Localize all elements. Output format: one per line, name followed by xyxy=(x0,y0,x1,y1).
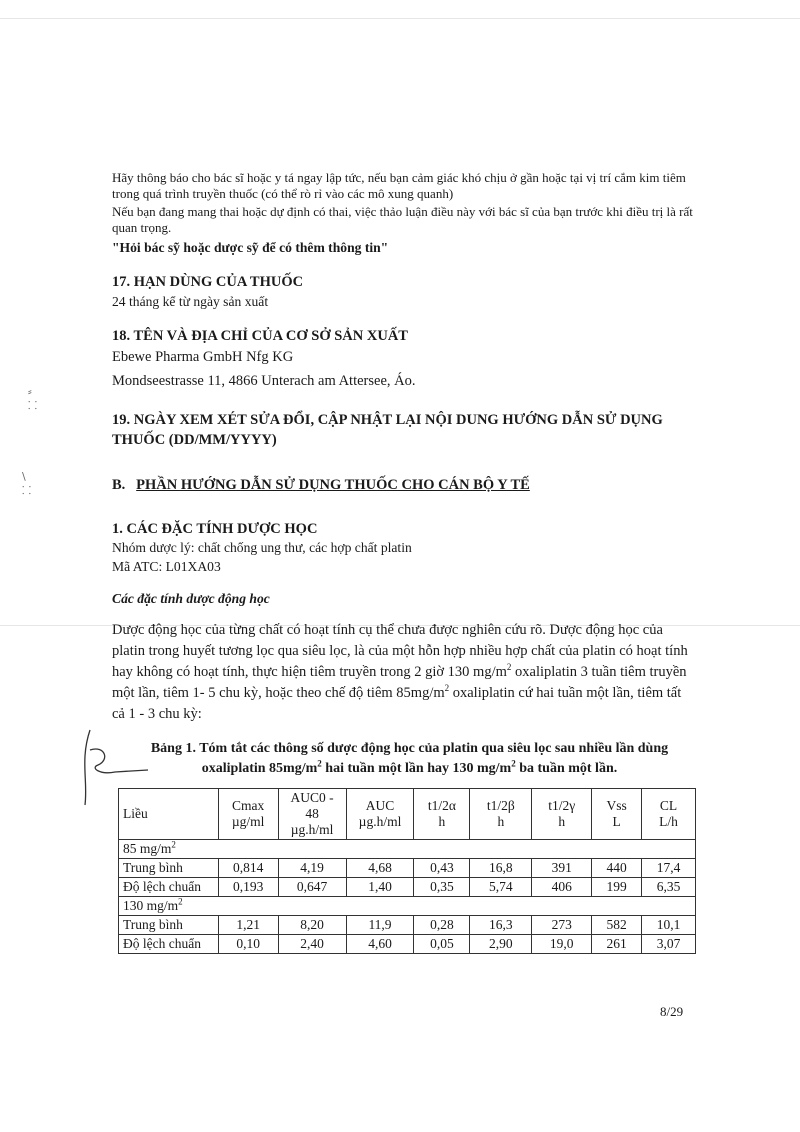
margin-mark: \ ⸬ xyxy=(22,470,32,497)
table-header-cell xyxy=(414,789,470,840)
intro-paragraph-1: Hãy thông báo cho bác sĩ hoặc y tá ngay lập tức, nếu bạn cảm giác khó chịu ở gần hoặc tại vị trí cắm kim tiêm trong quá trình truyền thuốc (có thể rò rỉ vào các mô xung quanh) xyxy=(112,170,686,201)
table-cell: 2,90 xyxy=(470,935,532,954)
header-unit: h xyxy=(558,814,566,829)
table-cell: 16,3 xyxy=(470,916,532,935)
table-cell: 16,8 xyxy=(470,859,532,878)
table-row xyxy=(119,859,696,878)
superscript: 2 xyxy=(444,683,450,694)
header-label: Vss xyxy=(606,798,627,813)
table-row xyxy=(119,916,696,935)
table-header-cell xyxy=(470,789,532,840)
table-cell: 582 xyxy=(592,916,642,935)
section-18-heading: 18. TÊN VÀ ĐỊA CHỈ CỦA CƠ SỞ SẢN XUẤT xyxy=(112,328,408,344)
pharmacokinetic-table xyxy=(118,788,696,954)
header-unit: µg.h/ml xyxy=(358,814,402,829)
header-unit: µg/ml xyxy=(231,814,265,829)
table-cell: 0,35 xyxy=(414,878,470,897)
group-label: 130 mg/m xyxy=(123,898,179,913)
table-header-cell xyxy=(218,789,278,840)
header-label: t1/2α xyxy=(427,798,456,813)
superscript: 2 xyxy=(178,896,183,907)
table-cell: 199 xyxy=(592,878,642,897)
row-label: Độ lệch chuẩn xyxy=(119,935,219,954)
table-header-cell xyxy=(119,789,219,840)
scan-artifact-line xyxy=(0,18,800,19)
table-cell: 0,10 xyxy=(218,935,278,954)
header-unit: L xyxy=(612,814,621,829)
header-unit: L/h xyxy=(659,814,678,829)
manufacturer-name: Ebewe Pharma GmbH Nfg KG xyxy=(112,349,294,365)
table-cell: 0,05 xyxy=(414,935,470,954)
pharmacokinetics-subheading: Các đặc tính dược động học xyxy=(112,591,270,606)
table-group-row xyxy=(119,897,696,916)
superscript: 2 xyxy=(171,839,176,850)
header-unit: µg.h/ml xyxy=(290,822,334,837)
section-17-text: 24 tháng kể từ ngày sản xuất xyxy=(112,294,269,309)
table-cell: 0,647 xyxy=(278,878,346,897)
page-number: 8/29 xyxy=(660,1004,684,1019)
header-label: t1/2β xyxy=(486,798,515,813)
header-label: Cmax xyxy=(232,798,265,813)
header-label: CL xyxy=(659,798,678,813)
table-cell: 0,43 xyxy=(414,859,470,878)
header-unit: h xyxy=(438,814,446,829)
caption-text-part: Bảng 1. Tóm tắt các thông số dược động học của platin qua siêu lọc sau nhiều lần dùng oxaliplatin 85mg/m xyxy=(150,741,669,776)
table-cell: 17,4 xyxy=(642,859,696,878)
table-cell: 8,20 xyxy=(278,916,346,935)
row-label: Độ lệch chuẩn xyxy=(119,878,219,897)
table-cell: 5,74 xyxy=(470,878,532,897)
header-label: Liều xyxy=(123,806,148,821)
table-cell: 406 xyxy=(532,878,592,897)
table-cell: 4,19 xyxy=(278,859,346,878)
table-header-cell xyxy=(278,789,346,840)
table-cell: 6,35 xyxy=(642,878,696,897)
table-cell: 2,40 xyxy=(278,935,346,954)
table-cell: 261 xyxy=(592,935,642,954)
atc-code: Mã ATC: L01XA03 xyxy=(112,559,221,574)
body-text-part: oxaliplatin cứ hai tuần một lần, tiêm tất cả 1 - 3 chu kỳ: xyxy=(112,685,682,722)
table-cell: 4,68 xyxy=(346,859,414,878)
section-19-heading: 19. NGÀY XEM XÉT SỬA ĐỔI, CẬP NHẬT LẠI NỘI DUNG HƯỚNG DẪN SỬ DỤNG THUỐC (DD/MM/YYYY) xyxy=(112,412,663,448)
table-cell: 0,814 xyxy=(218,859,278,878)
table-header-cell xyxy=(642,789,696,840)
row-label: Trung bình xyxy=(119,859,219,878)
table-group-row xyxy=(119,840,696,859)
intro-emphasis: "Hỏi bác sỹ hoặc dược sỹ để có thêm thông tin" xyxy=(112,240,389,255)
margin-mark: ⸗ ⸬ xyxy=(28,385,38,412)
table-cell: 1,21 xyxy=(218,916,278,935)
table-row xyxy=(119,935,696,954)
table-cell: 391 xyxy=(532,859,592,878)
header-label: AUC xyxy=(365,798,395,813)
table-header-cell xyxy=(346,789,414,840)
table-cell: 440 xyxy=(592,859,642,878)
table-header-cell xyxy=(532,789,592,840)
table-cell: 3,07 xyxy=(642,935,696,954)
section-1-heading: 1. CÁC ĐẶC TÍNH DƯỢC HỌC xyxy=(112,521,318,537)
superscript: 2 xyxy=(317,758,322,769)
table-cell: 0,193 xyxy=(218,878,278,897)
body-text-part: Dược động học của từng chất có hoạt tính cụ thể chưa được nghiên cứu rõ. Dược động học của platin trong huyết tương lọc qua siêu lọc, là của một hỗn hợp nhiều hợp chất của platin có hoạt tính hay không có hoạt tính, thực hiện tiêm truyền trong 2 giờ 130 mg/m xyxy=(112,622,688,680)
superscript: 2 xyxy=(506,662,512,673)
superscript: 2 xyxy=(511,758,516,769)
group-130 xyxy=(119,897,696,916)
table-cell: 19,0 xyxy=(532,935,592,954)
part-b-label: B. xyxy=(112,477,126,493)
table-cell: 0,28 xyxy=(414,916,470,935)
part-b-title: PHẦN HƯỚNG DẪN SỬ DỤNG THUỐC CHO CÁN BỘ Y TẾ xyxy=(136,477,530,493)
part-b-heading xyxy=(112,476,697,494)
table-cell: 4,60 xyxy=(346,935,414,954)
table-header-row xyxy=(119,789,696,840)
table-cell: 1,40 xyxy=(346,878,414,897)
table-header-cell xyxy=(592,789,642,840)
caption-text-part: hai tuần một lần hay 130 mg/m xyxy=(321,761,512,776)
pharmacological-group: Nhóm dược lý: chất chống ung thư, các hợp chất platin xyxy=(112,540,412,555)
main-content xyxy=(112,170,697,779)
table-caption xyxy=(112,739,697,779)
header-label: t1/2γ xyxy=(548,798,576,813)
table-cell: 11,9 xyxy=(346,916,414,935)
caption-text-part: ba tuần một lần. xyxy=(515,761,618,776)
body-text-part: oxaliplatin 3 tuần tiêm truyền một lần, tiêm 1- 5 chu kỳ, hoặc theo chế độ tiêm 85mg/m xyxy=(112,664,687,701)
header-unit: h xyxy=(497,814,505,829)
pharmacokinetics-body xyxy=(112,620,697,725)
intro-paragraph-2: Nếu bạn đang mang thai hoặc dự định có thai, việc thảo luận điều này với bác sĩ của bạn trước khi điều trị là rất quan trọng. xyxy=(112,204,693,235)
table-row xyxy=(119,878,696,897)
header-label: AUC0 - 48 xyxy=(290,790,334,821)
group-85 xyxy=(119,840,696,859)
table-cell: 273 xyxy=(532,916,592,935)
group-label: 85 mg/m xyxy=(123,841,172,856)
section-17-heading: 17. HẠN DÙNG CỦA THUỐC xyxy=(112,274,304,290)
manufacturer-address: Mondseestrasse 11, 4866 Unterach am Attersee, Áo. xyxy=(112,373,416,389)
table-cell: 10,1 xyxy=(642,916,696,935)
row-label: Trung bình xyxy=(119,916,219,935)
